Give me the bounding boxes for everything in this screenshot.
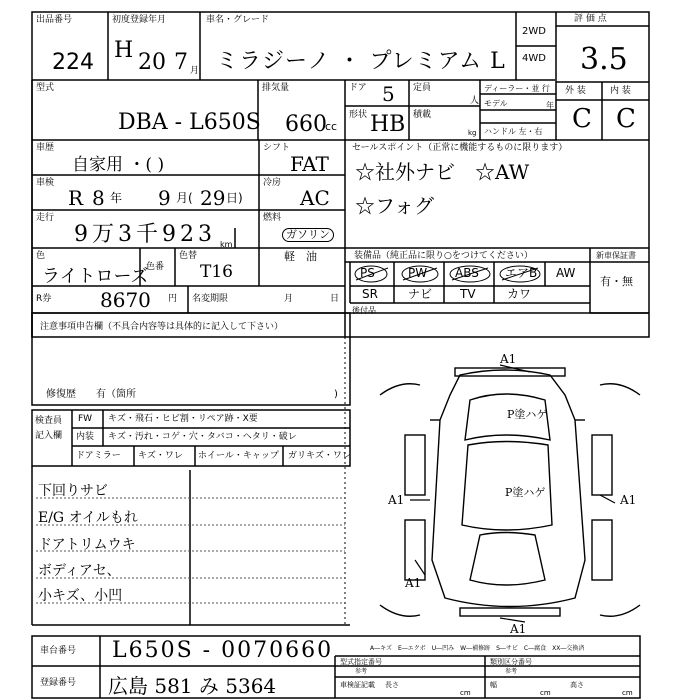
length-label: 長さ: [385, 681, 399, 689]
mileage-label: 走行: [36, 213, 55, 223]
first-reg-month-unit: 月: [190, 66, 200, 76]
damage-legend: A―キズ E―エクボ U―凹み W―補修跡 S―サビ C―腐食 XX―交換済: [370, 645, 585, 652]
inspector-interior-key: 内装: [76, 432, 95, 442]
chassis-label: 車台番号: [40, 646, 77, 656]
color-num-label: 色番: [146, 262, 165, 272]
score-label: 評 価 点: [574, 14, 607, 24]
inspection-era: R: [68, 186, 84, 210]
capacity-unit: 人: [470, 96, 480, 106]
remark-1: 下回りサビ: [38, 483, 108, 499]
damage-mark-roof-rear: P塗ハゲ: [505, 486, 546, 499]
repair-history-close: ): [334, 389, 338, 400]
lot-value: 224: [52, 50, 94, 75]
name-expiry-day: 日: [330, 294, 340, 304]
shift-value: FAT: [290, 152, 329, 176]
interior-label: 内 装: [610, 86, 631, 96]
width-label: 幅: [490, 681, 497, 689]
drive-2wd: 2WD: [522, 26, 546, 37]
equip-ps: PS: [360, 266, 375, 280]
mileage-value: 9万3千923: [74, 222, 216, 247]
load-label: 積載: [413, 110, 432, 120]
equipment-label: 装備品（純正品に限り○をつけてください）: [354, 251, 533, 261]
equip-navi: ナビ: [408, 287, 433, 301]
remark-2: E/G オイルもれ: [38, 510, 138, 526]
remark-5: 小キズ、小凹: [38, 588, 123, 604]
cert-sub: 参考: [355, 668, 368, 675]
equip-sr: SR: [362, 287, 378, 301]
width-unit: cm: [540, 689, 551, 697]
new-warranty-label: 新車保証書: [596, 251, 636, 260]
remark-3: ドアトリムウキ: [38, 537, 136, 553]
height-label: 高さ: [570, 681, 584, 689]
equip-tv: TV: [460, 287, 476, 301]
fuel-value: ガソリン: [282, 228, 334, 242]
selling-points-line2: ☆フォグ: [355, 194, 434, 218]
door-label: ドア: [349, 83, 367, 93]
damage-mark-rear: A1: [510, 622, 527, 636]
inspector-mirror-text: キズ・ワレ: [138, 451, 183, 461]
damage-mark-roof-front: P塗ハゲ: [507, 408, 548, 421]
score-value: 3.5: [580, 42, 628, 77]
inspection-year: 8: [92, 186, 105, 210]
exterior-grade: C: [572, 104, 592, 134]
inspector-fw-key: FW: [78, 414, 93, 424]
displacement-unit: cc: [325, 120, 338, 133]
color-value: ライトローズ: [42, 266, 149, 287]
registration-label: 登録番号: [40, 678, 77, 688]
equip-leather: カワ: [507, 287, 532, 301]
remark-4: ボディアセ、: [38, 563, 121, 579]
inspection-day-unit: 日): [226, 191, 243, 205]
shift-label: シフト: [263, 143, 291, 153]
drive-4wd: 4WD: [522, 53, 546, 64]
ac-label: 冷房: [263, 178, 282, 188]
handle-label: ハンドル 左・右: [484, 127, 543, 136]
car-name-value: ミラジーノ ・ プレミアム L: [216, 49, 506, 74]
fuel-light-oil: 軽 油: [284, 250, 317, 263]
equip-abs: ABS: [455, 266, 479, 280]
door-value: 5: [382, 82, 395, 106]
inspection-year-unit: 年: [110, 191, 123, 205]
registration-value: 広島 581 み 5364: [108, 674, 277, 698]
dealer-label: ディーラー・並 行: [484, 84, 550, 93]
inspection-month-unit: 月(: [176, 191, 193, 205]
inspector-wheel-text: ガリキズ・ワレ: [288, 451, 351, 461]
shape-value: HB: [370, 112, 406, 137]
notes-label: 注意事項申告欄（不具合内容等は具体的に記入して下さい）: [40, 322, 284, 332]
inspector-interior-text: キズ・汚れ・コゲ・穴・タバコ・ヘタリ・破レ: [108, 432, 297, 442]
color-code: T16: [200, 262, 233, 282]
inspection-month: 9: [158, 186, 171, 210]
damage-mark-left-rear: A1: [405, 576, 422, 590]
first-reg-year: 20: [138, 50, 166, 75]
recycle-label: R券: [36, 294, 52, 304]
height-unit: cm: [622, 689, 633, 697]
load-unit: kg: [468, 129, 477, 137]
color-change-label: 色替: [179, 251, 198, 261]
name-expiry-month: 月: [284, 294, 294, 304]
equip-aw: AW: [556, 266, 576, 280]
first-reg-month: 7: [174, 50, 188, 75]
exterior-label: 外 装: [565, 86, 586, 96]
class-label: 類別区分番号: [490, 658, 532, 666]
equip-airbag: エアB: [505, 266, 538, 280]
inspection-label: 車検: [36, 178, 55, 188]
owner-label: 車歴: [36, 143, 55, 153]
recycle-value: 8670: [100, 288, 151, 312]
inspector-fw-text: キズ・飛石・ヒビ割・リペア跡・X要: [108, 414, 258, 424]
model-value: DBA - L650S: [118, 110, 261, 135]
displacement-value: 660: [285, 112, 327, 137]
recycle-unit: 円: [168, 294, 178, 304]
owner-value: 自家用 ・( ): [72, 155, 165, 175]
equip-pw: PW: [408, 266, 428, 280]
damage-mark-right: A1: [620, 493, 637, 507]
shape-label: 形状: [349, 110, 368, 120]
mileage-unit: km: [220, 240, 233, 249]
model-label: 型式: [36, 83, 55, 93]
ac-value: AC: [300, 186, 330, 210]
damage-mark-left: A1: [388, 493, 405, 507]
model-year-label: モデル: [484, 99, 508, 108]
chassis-value: L650S - 0070660: [112, 638, 334, 663]
fuel-label: 燃料: [263, 213, 282, 223]
first-reg-era: H: [114, 38, 134, 63]
first-reg-label: 初度登録年月: [112, 15, 167, 25]
lot-label: 出品番号: [36, 15, 73, 25]
selling-points-line1: ☆社外ナビ ☆AW: [355, 160, 530, 184]
repair-history-label: 修復歴 有（箇所: [46, 389, 136, 400]
capacity-label: 定員: [413, 83, 432, 93]
inspector-mirror-key: ドアミラー: [76, 451, 121, 461]
displacement-label: 排気量: [262, 83, 290, 93]
inspector-wheel-key: ホイール・キャップ: [198, 451, 279, 461]
interior-grade: C: [616, 104, 636, 134]
name-grade-label: 車名・グレード: [206, 15, 270, 25]
inspector-label-2: 記入欄: [35, 431, 63, 441]
cert-label: 型式指定番号: [340, 658, 382, 666]
inspection-day: 29: [200, 186, 226, 210]
class-sub: 参考: [505, 668, 518, 675]
name-expiry-label: 名変期限: [192, 294, 229, 304]
length-unit: cm: [460, 689, 471, 697]
color-label: 色: [36, 251, 46, 261]
after-market-label: 後付品: [352, 306, 376, 315]
vehicle-size-label: 車検証記載: [340, 681, 375, 689]
model-year-unit: 年: [546, 101, 554, 110]
inspector-label-1: 検査員: [35, 416, 63, 426]
new-warranty-value: 有・無: [600, 275, 633, 288]
selling-points-label: セールスポイント（正常に機能するものに限ります）: [352, 143, 568, 153]
damage-mark-front: A1: [500, 352, 517, 366]
